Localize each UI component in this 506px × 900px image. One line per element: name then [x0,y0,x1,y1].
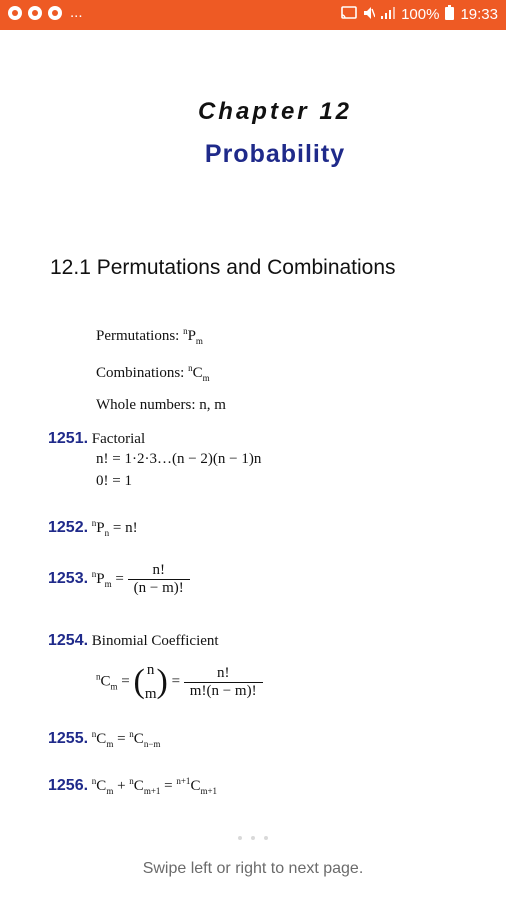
formula-number: 1252. [48,519,89,536]
definition-whole-numbers: Whole numbers: n, m [96,397,226,413]
notification-icon [48,6,62,20]
status-bar [0,0,506,30]
definition-combinations: Combinations: $^nC_m$ [96,363,210,383]
notification-icon [28,6,42,20]
formula-line: 0! = 1 [96,473,132,489]
formula-number: 1256. [48,777,89,794]
clock: 19:33 [460,6,498,23]
definition-permutations: Permutations: $^nP_m$ [96,326,203,346]
formula-1251 [48,430,261,492]
formula-line: n! = 1·2·3…(n − 2)(n − 1)n [96,451,262,467]
chapter-label: Chapter 12 [197,98,353,125]
mute-icon [363,6,375,24]
battery-icon [445,5,454,24]
formula-expression: $^nP_m$ = $\frac{n!}{(n - m)!}$ [92,571,190,587]
formula-1254 [48,632,263,706]
formula-1255 [48,729,160,749]
signal-icon [381,6,395,23]
definitions [96,318,226,419]
more-notifications-indicator: ... [70,4,83,21]
formula-number: 1254. [48,632,89,649]
formula-expression: $^nC_m + ^nC_{m+1} = ^{n+1}C_{m+1}$ [91,776,218,796]
formula-expression: $^nC_m$ = ( n m ) = $\frac{n!}{m!(n - m)!}$ [96,658,263,706]
notification-icons [8,6,83,20]
battery-percentage: 100% [401,6,440,23]
system-status [341,5,498,24]
page-indicator [232,835,274,841]
notification-icon [8,6,22,20]
formula-number: 1255. [48,730,89,747]
formula-title: Factorial [91,431,146,447]
formula-1253 [48,562,190,597]
formula-number: 1251. [48,430,89,447]
formula-1256 [48,776,217,796]
formula-expression: $^nP_n = n$! [91,518,138,538]
formula-expression: $^nC_m = ^nC_{n-m}$ [91,729,161,749]
formula-number: 1253. [48,569,89,587]
cast-icon [341,6,357,24]
chapter-title: Probability [204,140,346,168]
formula-1252 [48,518,138,538]
formula-title: Binomial Coefficient [91,633,219,649]
swipe-hint: Swipe left or right to next page. [142,860,364,877]
section-title: 12.1 Permutations and Combinations [50,256,396,279]
